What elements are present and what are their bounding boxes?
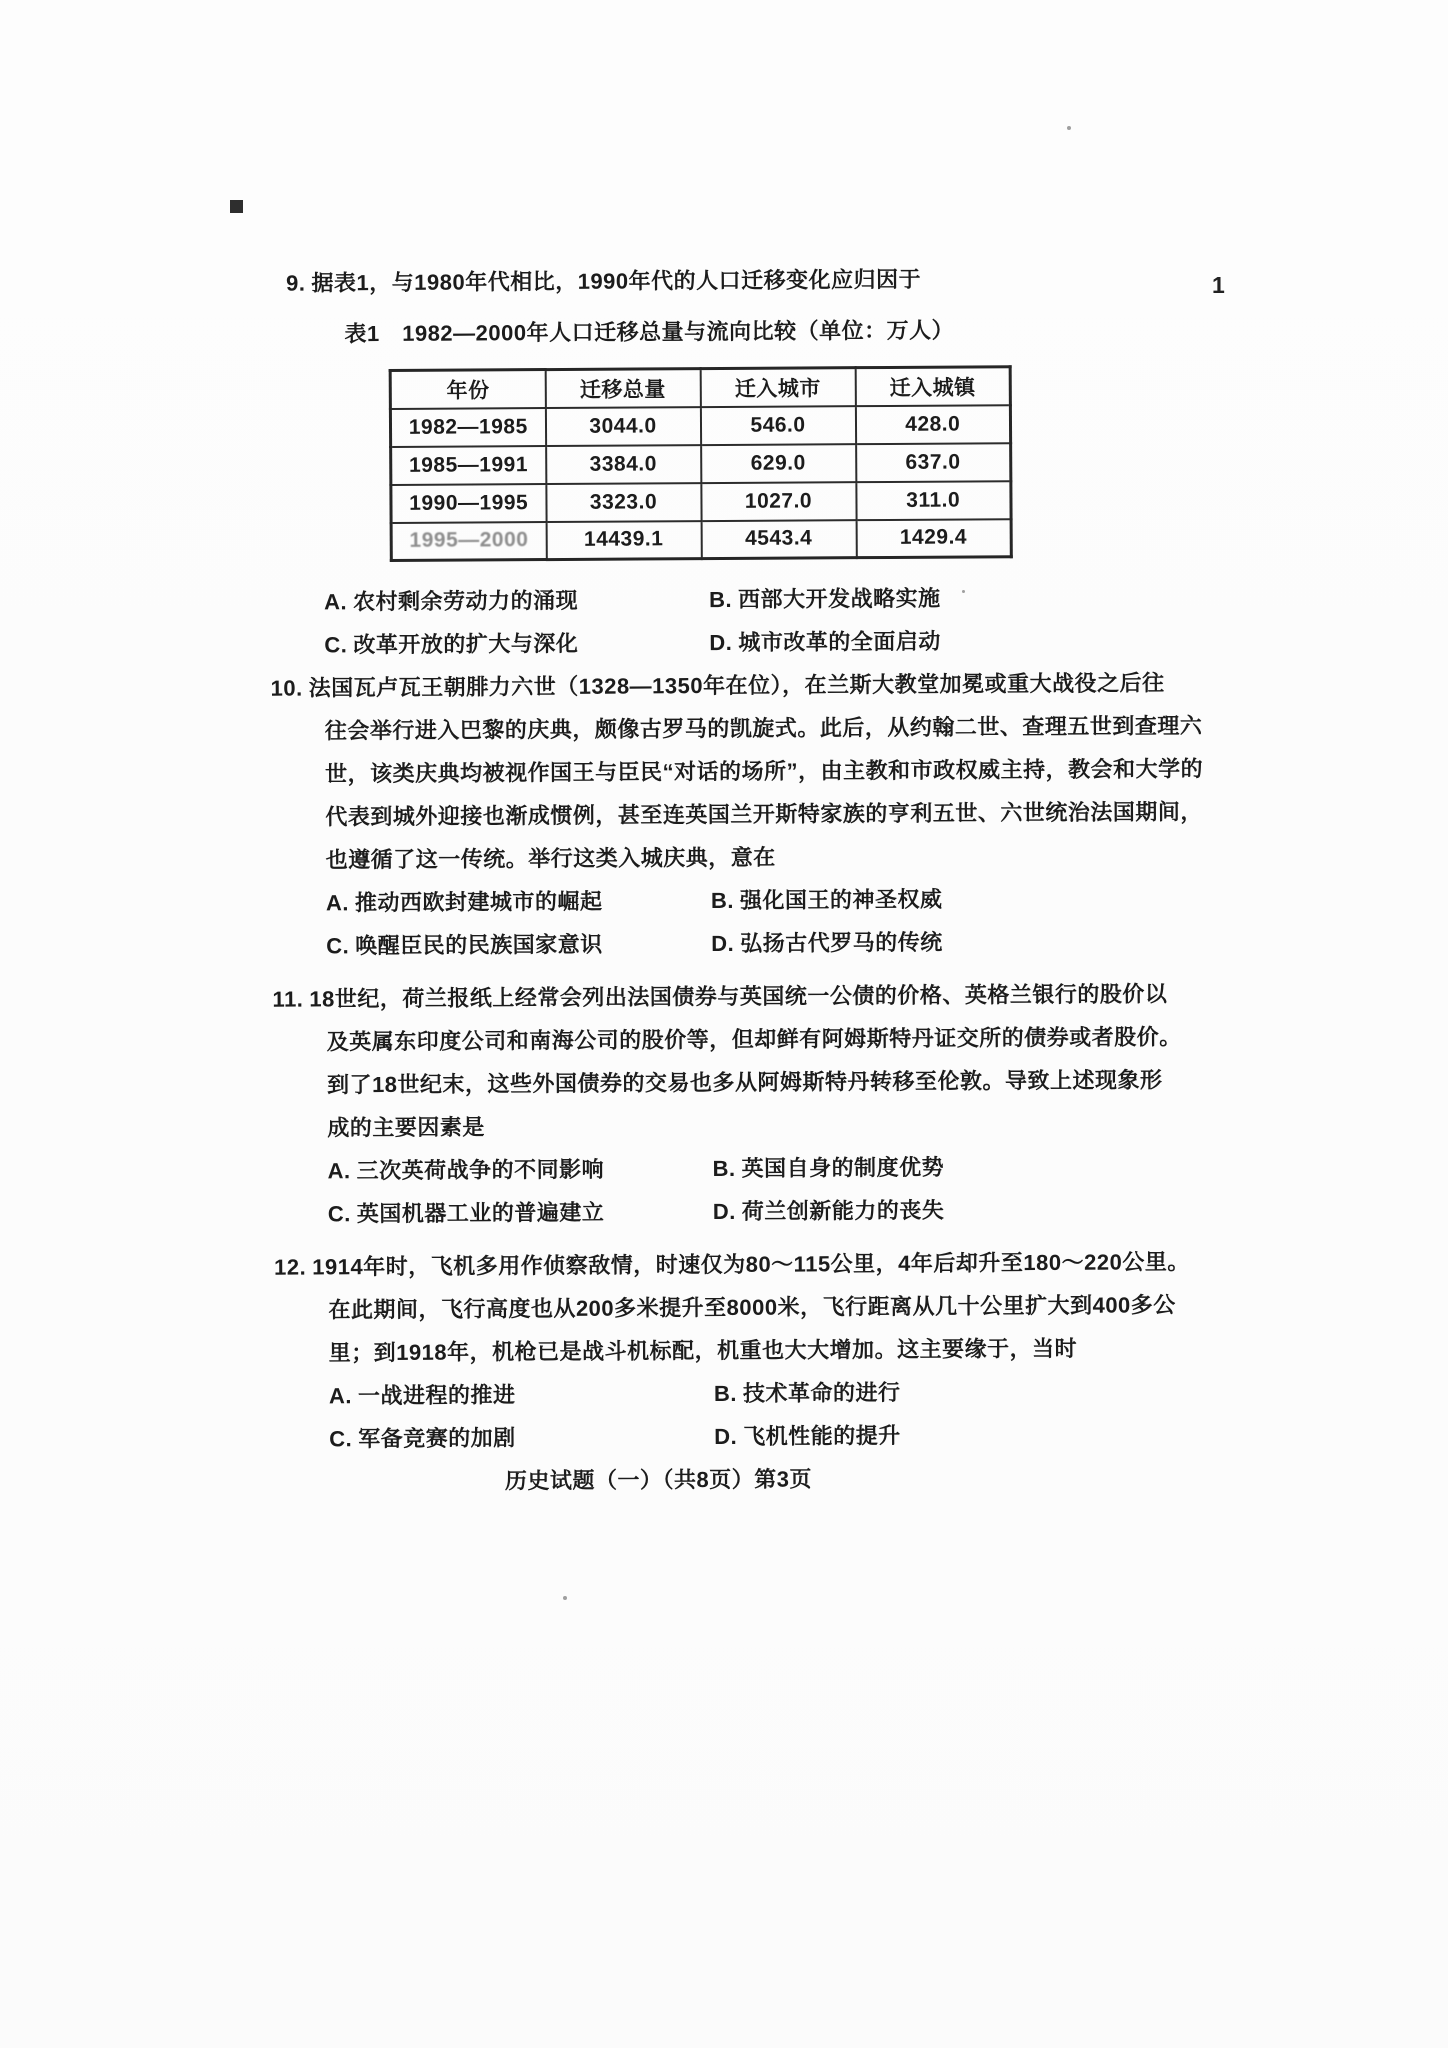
option-label: C. [327, 1201, 351, 1227]
option-label: B. [710, 887, 734, 914]
option-label: A. [324, 589, 348, 615]
stem-line: 里；到1918年，机枪已是战斗机标配，机重也大大增加。这主要缘于，当时 [328, 1335, 1078, 1366]
table-cell: 1982—1985 [390, 408, 545, 447]
stem-line: 到了18世纪末，这些外国债券的交易也多从阿姆斯特丹转移至伦敦。导致上述现象形 [326, 1067, 1163, 1098]
table-1-title: 表1 1982—2000年人口迁移总量与流向比较（单位：万人） [344, 317, 955, 347]
option-text: 改革开放的扩大与深化 [353, 630, 579, 658]
question-12-number: 12. [274, 1254, 307, 1280]
table-cell: 428.0 [855, 405, 1010, 444]
table-header-into-cities: 迁入城市 [700, 368, 855, 407]
table-cell: 629.0 [701, 444, 856, 483]
option-text: 飞机性能的提升 [743, 1422, 901, 1449]
question-9-stem [228, 256, 1268, 305]
table-header-year: 年份 [390, 370, 545, 409]
stem-line: 在此期间，飞行高度也从200多米提升至8000米，飞行距离从几十公里扩大到400多公 [328, 1292, 1176, 1323]
option-label: C. [324, 632, 348, 658]
scan-speck [563, 1596, 567, 1600]
question-12 [234, 1240, 1275, 1461]
option-label: D. [714, 1423, 738, 1450]
question-10-option-a [326, 879, 711, 924]
table-cell: 3384.0 [546, 445, 701, 484]
option-text: 农村剩余劳动力的涌现 [353, 587, 579, 615]
table-row [391, 519, 1011, 561]
question-12-options-row-1 [235, 1369, 1275, 1418]
option-text: 三次英荷战争的不同影响 [356, 1156, 605, 1184]
question-11-number: 11. [272, 986, 304, 1012]
migration-data-table [389, 365, 1013, 562]
option-text: 英国自身的制度优势 [741, 1154, 945, 1181]
question-10-option-c [326, 922, 711, 967]
option-text: 军备竞赛的加剧 [358, 1425, 516, 1452]
table-row [391, 481, 1011, 523]
question-10-option-b [711, 876, 1272, 922]
stem-line: 1914年时，飞机多用作侦察敌情，时速仅为80～115公里，4年后却升至180～220公里。 [312, 1249, 1190, 1280]
option-label: C. [326, 933, 350, 959]
option-label: B. [708, 586, 733, 613]
question-9-options-row-2 [230, 618, 1270, 667]
question-10 [230, 661, 1272, 968]
scan-ink-mark [230, 200, 243, 213]
scan-speck [1067, 126, 1071, 130]
option-text: 技术革命的进行 [742, 1379, 901, 1406]
option-text: 一战进程的推进 [357, 1382, 516, 1409]
question-9-option-a [324, 578, 709, 623]
question-11-options-row-1 [233, 1144, 1273, 1193]
question-10-options-row-1 [232, 876, 1272, 925]
question-11 [232, 972, 1274, 1236]
question-12-option-a [329, 1372, 714, 1417]
table-cell: 637.0 [856, 443, 1011, 482]
option-label: D. [711, 930, 735, 957]
stem-line: 代表到城外迎接也渐成惯例，甚至连英国兰开斯特家族的亨利五世、六世统治法国期间， [325, 799, 1203, 830]
question-9-option-b [709, 575, 1270, 621]
question-10-stem [230, 661, 1270, 710]
page-footer: 历史试题（一）（共8页）第3页 [504, 1466, 813, 1494]
option-text: 弘扬古代罗马的传统 [740, 929, 943, 956]
option-label: A. [327, 1158, 351, 1184]
question-11-stem [232, 972, 1272, 1021]
corner-page-number: 1 [1212, 272, 1225, 298]
question-11-options-row-2 [234, 1187, 1274, 1236]
stem-line: 也遵循了这一传统。举行这类入城庆典，意在 [325, 844, 776, 873]
table-row [391, 443, 1011, 485]
stem-line: 法国瓦卢瓦王朝腓力六世（1328—1350年在位），在兰斯大教堂加冕或重大战役之后往 [308, 670, 1165, 701]
question-11-option-c [328, 1190, 713, 1235]
table-cell: 1990—1995 [391, 484, 546, 523]
question-12-option-b [714, 1369, 1275, 1415]
table-header-total-migration: 迁移总量 [545, 369, 700, 408]
table-cell: 311.0 [856, 481, 1011, 520]
exam-content [228, 256, 1276, 1504]
table-cell: 546.0 [700, 406, 855, 445]
table-cell: 1027.0 [701, 482, 856, 521]
option-text: 强化国王的神圣权威 [739, 886, 943, 913]
table-cell: 3044.0 [545, 407, 700, 446]
question-11-option-b [712, 1144, 1273, 1190]
question-9-stem-text: 据表1，与1980年代相比，1990年代的人口迁移变化应归因于 [311, 266, 922, 296]
question-9 [228, 256, 1270, 667]
stem-line: 世，该类庆典均被视作国王与臣民“对话的场所”，由主教和市政权威主持，教会和大学的 [325, 756, 1204, 787]
option-label: A. [328, 1383, 353, 1409]
option-text: 西部大开发战略实施 [737, 585, 941, 612]
stem-line: 18世纪，荷兰报纸上经常会列出法国债券与英国统一公债的价格、英格兰银行的股价以 [309, 981, 1168, 1012]
question-12-option-d [714, 1412, 1275, 1458]
question-11-option-a [327, 1147, 712, 1192]
question-11-option-d [713, 1187, 1274, 1233]
stem-line: 及英属东印度公司和南海公司的股价等，但却鲜有阿姆斯特丹证交所的债券或者股价。 [326, 1024, 1182, 1055]
question-12-option-c [329, 1415, 714, 1460]
option-label: C. [329, 1426, 353, 1452]
question-12-stem [234, 1240, 1274, 1289]
question-10-option-d [711, 919, 1272, 965]
table-cell: 14439.1 [546, 521, 701, 560]
question-9-option-c [324, 621, 709, 666]
table-cell: 1985—1991 [391, 446, 546, 485]
question-9-option-d [709, 618, 1270, 664]
question-10-number: 10. [270, 675, 303, 701]
table-header-into-towns: 迁入城镇 [855, 367, 1010, 406]
stem-line: 往会举行进入巴黎的庆典，颇像古罗马的凯旋式。此后，从约翰二世、查理五世到查理六 [324, 713, 1203, 744]
table-cell: 1995—2000 [391, 522, 546, 561]
question-9-number: 9. [286, 270, 306, 296]
table-row [390, 405, 1010, 447]
question-10-options-row-2 [232, 919, 1272, 968]
option-text: 城市改革的全面启动 [738, 628, 941, 655]
option-text: 推动西欧封建城市的崛起 [354, 888, 603, 916]
option-text: 荷兰创新能力的丧失 [741, 1197, 945, 1224]
table-cell: 4543.4 [701, 520, 856, 559]
table-cell: 3323.0 [546, 483, 701, 522]
option-label: A. [325, 890, 349, 916]
option-text: 唤醒臣民的民族国家意识 [355, 931, 603, 959]
option-text: 英国机器工业的普遍建立 [356, 1199, 605, 1227]
option-label: B. [713, 1380, 737, 1407]
question-9-options-row-1 [230, 575, 1270, 624]
option-label: D. [709, 629, 733, 656]
table-header-row [390, 367, 1010, 409]
question-12-options-row-2 [235, 1412, 1275, 1461]
option-label: D. [712, 1198, 736, 1225]
stem-line: 成的主要因素是 [327, 1114, 485, 1141]
table-cell: 1429.4 [856, 519, 1011, 558]
option-label: B. [712, 1155, 736, 1182]
